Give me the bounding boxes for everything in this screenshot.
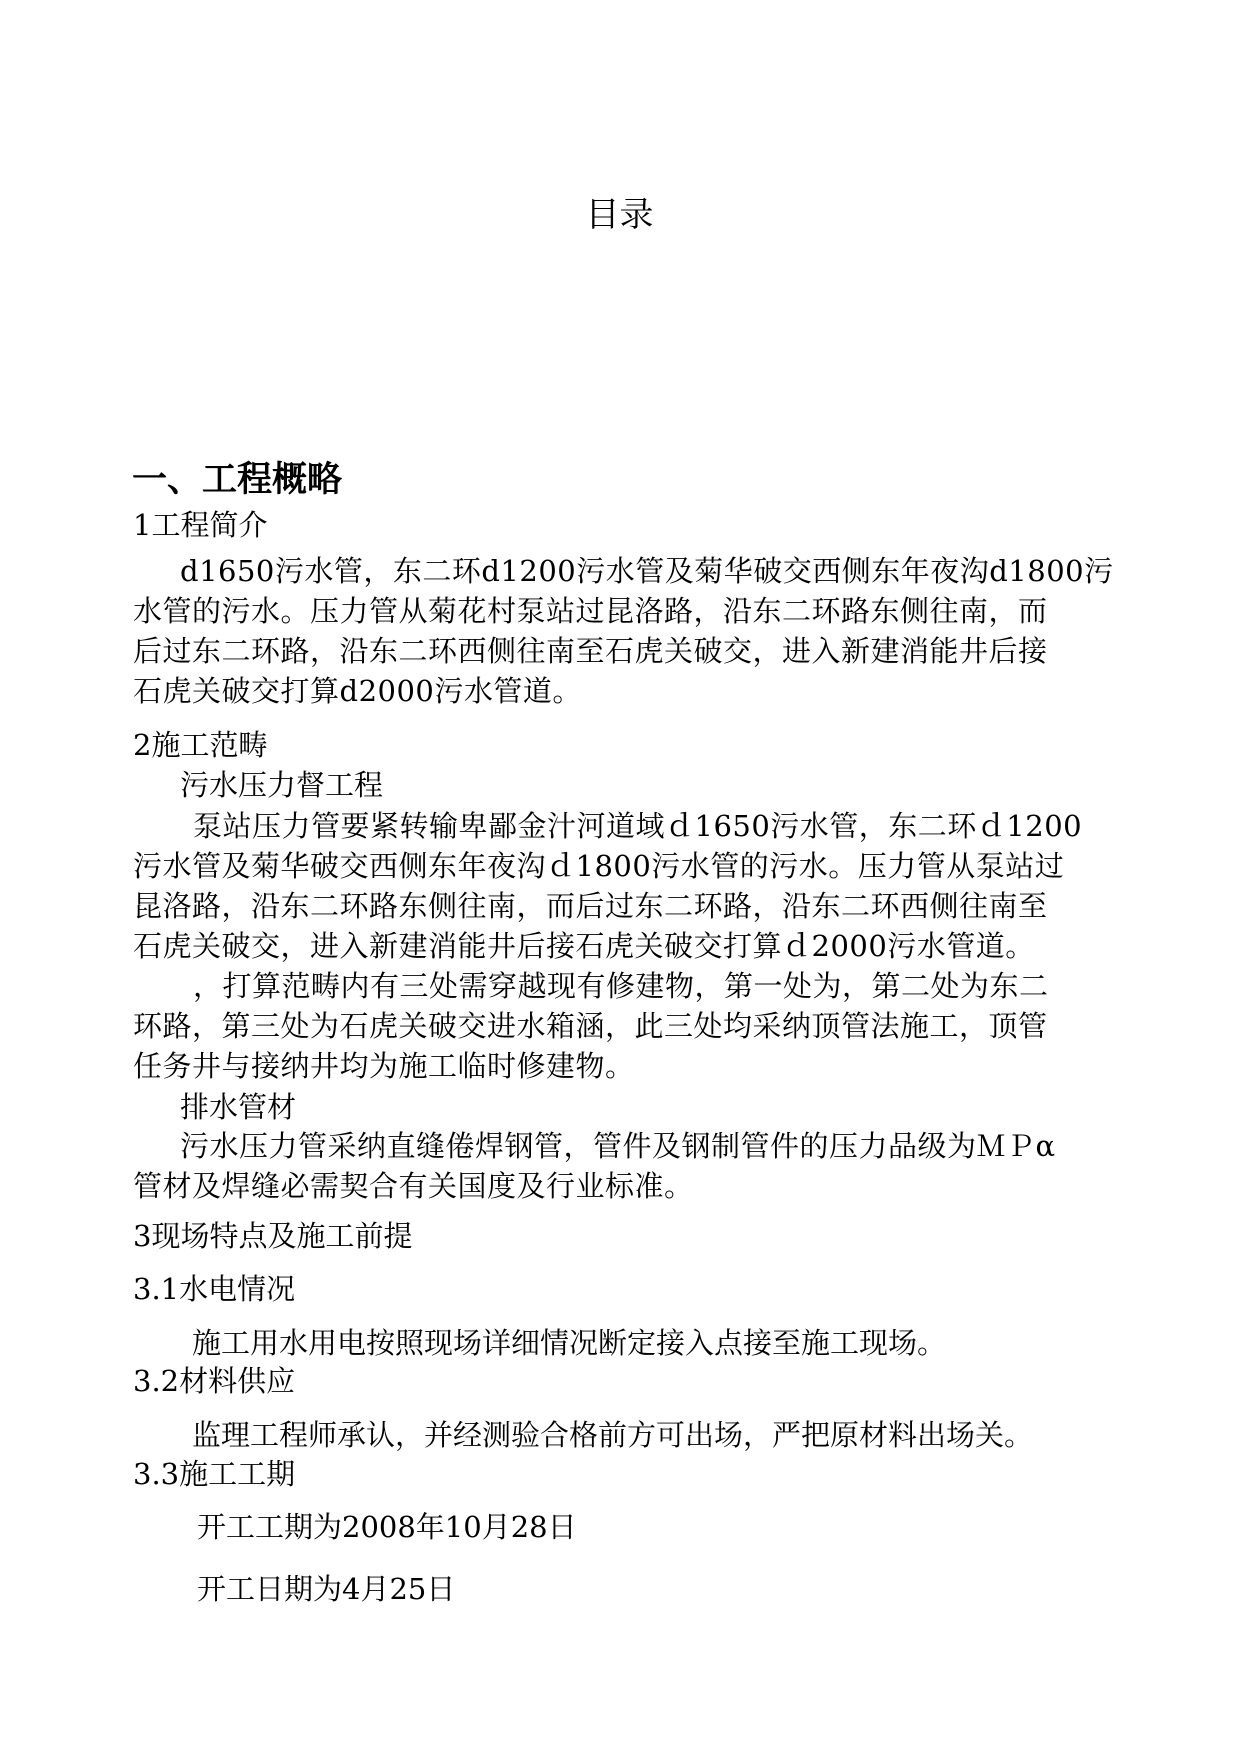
section-heading: 一、工程概略 (132, 460, 343, 500)
page-title: 目录 (585, 195, 654, 235)
paragraph-line: 后过东二环路，沿东二环西侧往南至石虎关破交，进入新建消能井后接 (133, 634, 1048, 668)
paragraph-line: 昆洛路，沿东二环路东侧往南，而后过东二环路，沿东二环西侧往南至 (133, 889, 1048, 923)
paragraph-line: 污水管及菊华破交西侧东年夜沟ｄ1800污水管的污水。压力管从泵站过 (133, 849, 1065, 883)
s3-heading: 3现场特点及施工前提 (133, 1219, 413, 1253)
s2-heading: 2施工范畴 (133, 728, 268, 762)
s2-paragraph-3 (133, 1126, 1113, 1206)
s2-sub-heading: 污水压力督工程 (180, 768, 384, 802)
s3-3-line-1: 开工工期为2008年10月28日 (197, 1510, 577, 1544)
s3-3-line-2: 开工日期为4月25日 (197, 1572, 456, 1606)
s2-sub-heading: 排水管材 (180, 1090, 297, 1124)
paragraph-line: 石虎关破交打算d2000污水管道。 (133, 674, 582, 708)
paragraph-line: ，打算范畴内有三处需穿越现有修建物，第一处为，第二处为东二 (193, 969, 1049, 1003)
paragraph-line: 管材及焊缝必需契合有关国度及行业标准。 (133, 1169, 694, 1203)
s3-2-text: 监理工程师承认，并经测验合格前方可出场，严把原材料出场关。 (192, 1418, 1034, 1452)
s3-1-heading: 3.1水电情况 (133, 1272, 296, 1306)
paragraph-line: d1650污水管，东二环d1200污水管及菊华破交西侧东年夜沟d1800污 (180, 554, 1114, 588)
paragraph-line: 泵站压力管要紧转输卑鄙金汁河道域ｄ1650污水管，东二环ｄ1200 (193, 809, 1083, 843)
s2-paragraph-2 (133, 966, 1093, 1086)
paragraph-line: 水管的污水。压力管从菊花村泵站过昆洛路，沿东二环路东侧往南，而 (133, 594, 1048, 628)
s3-2-heading: 3.2材料供应 (133, 1364, 296, 1398)
s3-3-heading: 3.3施工工期 (133, 1457, 296, 1491)
s2-paragraph-1 (133, 806, 1093, 966)
paragraph-line: 任务井与接纳井均为施工临时修建物。 (133, 1049, 635, 1083)
s1-heading: 1工程简介 (133, 508, 268, 542)
paragraph-line: 石虎关破交，进入新建消能井后接石虎关破交打算ｄ2000污水管道。 (133, 929, 1035, 963)
s1-paragraph (133, 551, 1114, 711)
paragraph-line: 污水压力管采纳直缝倦焊钢管，管件及钢制管件的压力品级为ＭＰα (180, 1129, 1056, 1163)
s3-1-text: 施工用水用电按照现场详细情况断定接入点接至施工现场。 (192, 1326, 947, 1360)
paragraph-line: 环路，第三处为石虎关破交进水箱涵，此三处均采纳顶管法施工，顶管 (133, 1009, 1048, 1043)
